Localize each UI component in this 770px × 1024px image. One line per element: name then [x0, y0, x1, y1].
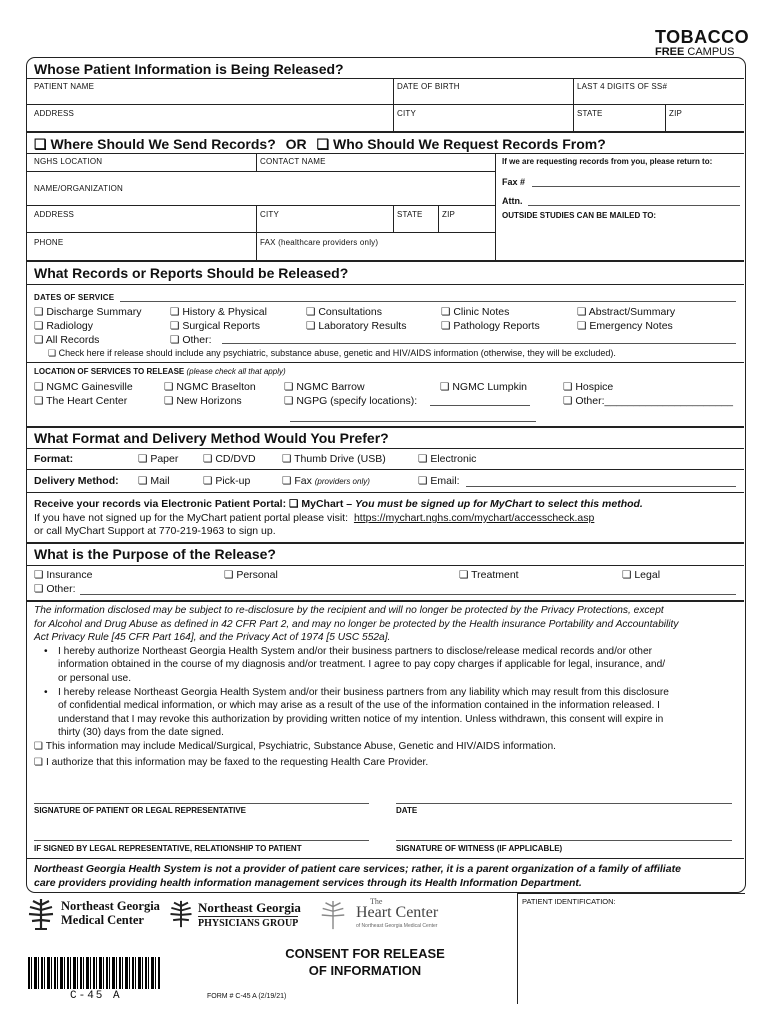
contact-name-label: CONTACT NAME [260, 157, 326, 166]
tree-icon [25, 897, 57, 931]
authorize-line-2: information obtained in the course of my diagnosis and/or treatment. I agree to pay copy charges if applicable for legal, insurance, and/ [58, 659, 666, 671]
heart-center-the: The [370, 897, 383, 906]
purpose-other[interactable]: ❏ Other: [34, 583, 76, 595]
or-text: OR [285, 136, 307, 152]
phone-label: PHONE [34, 238, 64, 247]
location-option-ngmc-barrow[interactable]: ❏ NGMC Barrow [284, 381, 365, 393]
location-option-heart-center[interactable]: ❏ The Heart Center [34, 395, 128, 407]
consent-title-2: OF INFORMATION [308, 963, 422, 978]
format-label: Format: [34, 453, 74, 465]
fax-number-label: Fax # [502, 177, 526, 187]
who-request-option[interactable]: ❏ Who Should We Request Records From? [316, 136, 606, 152]
delivery-mail[interactable]: ❏ Mail [138, 475, 170, 487]
barcode [28, 957, 160, 989]
purpose-section-title: What is the Purpose of the Release? [34, 546, 276, 562]
attn-label: Attn. [502, 196, 523, 206]
tobacco-free-logo [655, 28, 750, 58]
dob-label: DATE OF BIRTH [397, 82, 460, 91]
portal-lead: Receive your records via Electronic Patient Portal: [34, 498, 287, 510]
record-option-abstract-summary[interactable]: ❏ Abstract/Summary [577, 306, 676, 318]
ngmc-name-1: Northeast Georgia [61, 899, 160, 913]
send-state-label: STATE [397, 210, 423, 219]
delivery-email[interactable]: ❏ Email: [418, 475, 460, 487]
format-paper[interactable]: ❏ Paper [138, 453, 179, 465]
witness-label: SIGNATURE OF WITNESS (IF APPLICABLE) [396, 844, 563, 853]
record-option-records-other[interactable]: ❏ Other: [170, 334, 212, 346]
delivery-label: Delivery Method: [34, 475, 119, 487]
patient-id-label: PATIENT IDENTIFICATION: [522, 897, 616, 906]
disclosure-italic-2: for Alcohol and Drug Abuse as defined in 42 CFR Part 2, and may no longer be protected by the Health insurance Portability and Accountability [34, 618, 679, 630]
dates-of-service-label: DATES OF SERVICE [34, 293, 115, 302]
location-label [34, 367, 286, 376]
relationship-label: IF SIGNED BY LEGAL REPRESENTATIVE, RELATIONSHIP TO PATIENT [34, 844, 302, 853]
record-option-history-physical[interactable]: ❏ History & Physical [170, 306, 267, 318]
portal-line-2 [34, 512, 594, 524]
record-option-all-records[interactable]: ❏ All Records [34, 334, 100, 346]
ngpg-name-1: Northeast Georgia [198, 900, 301, 915]
purpose-personal[interactable]: ❏ Personal [224, 569, 278, 581]
bullet-icon: • [44, 645, 48, 657]
authorize-line-3: or personal use. [58, 672, 132, 684]
outside-studies-label: OUTSIDE STUDIES CAN BE MAILED TO: [502, 211, 657, 220]
zip-label: ZIP [669, 109, 683, 118]
sensitive-info-checkbox[interactable]: ❏ Check here if release should include any psychiatric, substance abuse, genetic and HIV/AIDS information (otherwise, they will be excluded). [48, 348, 616, 358]
address-label: ADDRESS [34, 109, 75, 118]
record-option-pathology-reports[interactable]: ❏ Pathology Reports [441, 320, 540, 332]
campus-text: CAMPUS [687, 46, 735, 58]
send-address-label: ADDRESS [34, 210, 75, 219]
authorize-line-1: I hereby authorize Northeast Georgia Health System and/or their business partners to disclose/release medical records and/or other [58, 645, 653, 657]
disclosure-text [34, 604, 740, 769]
location-option-ngmc-braselton[interactable]: ❏ NGMC Braselton [164, 381, 256, 393]
format-cd-dvd[interactable]: ❏ CD/DVD [203, 453, 256, 465]
purpose-insurance[interactable]: ❏ Insurance [34, 569, 93, 581]
send-city-label: CITY [260, 210, 280, 219]
mychart-link[interactable]: https://mychart.nghs.com/mychart/accesscheck.asp [353, 512, 595, 524]
patient-id-box [517, 893, 745, 1004]
delivery-fax-label: ❏ Fax [282, 475, 312, 487]
format-electronic[interactable]: ❏ Electronic [418, 453, 477, 465]
free-text: FREE [655, 46, 685, 58]
fax-label: FAX (healthcare providers only) [260, 238, 379, 247]
heart-center-logo [318, 895, 448, 935]
where-send-option[interactable]: ❏ Where Should We Send Records? [34, 136, 276, 152]
ngmc-logo [25, 897, 160, 933]
footer-note-2: care providers providing health information management services through its Health Information Department. [34, 877, 582, 889]
sensitive-consent-checkbox[interactable]: ❏ This information may include Medical/Surgical, Psychiatric, Substance Abuse, Genetic and HIV/AIDS information. [34, 740, 556, 752]
record-option-clinic-notes[interactable]: ❏ Clinic Notes [441, 306, 510, 318]
ngpg-name-2: PHYSICIANS GROUP [198, 918, 299, 929]
name-org-label: NAME/ORGANIZATION [34, 184, 124, 193]
mychart-note: You must be signed up for MyChart to select this method. [355, 498, 643, 510]
record-option-discharge-summary[interactable]: ❏ Discharge Summary [34, 306, 142, 318]
consent-title [260, 945, 470, 979]
release-line-3: understand that I may revoke this authorization by providing written notice of my intention. Unless withdrawn, this consent will expire in [58, 713, 664, 725]
delivery-fax[interactable] [282, 475, 370, 487]
location-option-ngmc-gainesville[interactable]: ❏ NGMC Gainesville [34, 381, 133, 393]
heart-center-name: Heart Center [356, 904, 439, 921]
purpose-treatment[interactable]: ❏ Treatment [459, 569, 519, 581]
location-title: LOCATION OF SERVICES TO RELEASE [34, 367, 185, 376]
bullet-icon: • [44, 686, 48, 698]
record-option-surgical-reports[interactable]: ❏ Surgical Reports [170, 320, 260, 332]
patient-section-title: Whose Patient Information is Being Released? [34, 61, 344, 77]
record-option-consultations[interactable]: ❏ Consultations [306, 306, 382, 318]
fax-consent-checkbox[interactable]: ❏ I authorize that this information may be faxed to the requesting Health Care Provider. [34, 756, 429, 768]
portal-visit-text: If you have not signed up for the MyChart patient portal please visit: [34, 512, 349, 524]
city-label: CITY [397, 109, 417, 118]
record-option-emergency-notes[interactable]: ❏ Emergency Notes [577, 320, 673, 332]
purpose-legal[interactable]: ❏ Legal [622, 569, 661, 581]
nghs-location-label: NGHS LOCATION [34, 157, 103, 166]
heart-center-sub: of Northeast Georgia Medical Center [356, 923, 438, 929]
location-option-new-horizons[interactable]: ❏ New Horizons [164, 395, 242, 407]
release-line-4: thirty (30) days from the date signed. [58, 727, 224, 739]
disclosure-italic-1: The information disclosed may be subject to re-disclosure by the recipient and will no longer be protected by the Privacy Protections, except [34, 605, 664, 616]
disclosure-italic-3: Act Privacy Rule [45 CFR Part 164], and the Privacy Act of 1974 [5 USC 552a]. [34, 632, 391, 644]
tobacco-text: TOBACCO [655, 27, 750, 47]
date-label: DATE [396, 806, 418, 815]
send-section-title [34, 136, 606, 153]
location-hint: (please check all that apply) [186, 367, 286, 376]
ngmc-name-2: Medical Center [61, 913, 144, 927]
format-thumb-drive[interactable]: ❏ Thumb Drive (USB) [282, 453, 386, 465]
format-section-title: What Format and Delivery Method Would You Prefer? [34, 430, 389, 446]
send-zip-label: ZIP [442, 210, 456, 219]
patient-signature-label: SIGNATURE OF PATIENT OR LEGAL REPRESENTATIVE [34, 806, 247, 815]
ngpg-logo [167, 899, 307, 933]
footer-note [34, 862, 681, 890]
footer-note-1: Northeast Georgia Health System is not a provider of patient care services; rather, it is a parent organization of a family of affiliate [34, 863, 681, 875]
tree-icon [167, 899, 195, 929]
record-option-laboratory-results[interactable]: ❏ Laboratory Results [306, 320, 407, 332]
portal-line-3: or call MyChart Support at 770-219-1963 to sign up. [34, 525, 276, 537]
delivery-pickup[interactable]: ❏ Pick-up [203, 475, 251, 487]
tree-icon [318, 897, 348, 933]
consent-title-1: CONSENT FOR RELEASE [285, 946, 445, 961]
ss-label: LAST 4 DIGITS OF SS# [577, 82, 668, 91]
release-line-2: of confidential medical information, or which may arise as a result of the use of the information contained in the information released. I [58, 700, 660, 712]
portal-line [34, 498, 643, 510]
release-line-1: I hereby release Northeast Georgia Health System and/or their business partners from any liability which may result from this disclosure [58, 686, 669, 698]
patient-name-label: PATIENT NAME [34, 82, 95, 91]
delivery-fax-note: (providers only) [314, 477, 370, 486]
location-option-ngpg[interactable]: ❏ NGPG (specify locations): [284, 395, 418, 407]
location-option-ngmc-lumpkin[interactable]: ❏ NGMC Lumpkin [440, 381, 528, 393]
barcode-text: C-45 A [70, 990, 122, 1002]
state-label: STATE [577, 109, 603, 118]
records-section-title: What Records or Reports Should be Released? [34, 265, 349, 281]
location-option-hospice[interactable]: ❏ Hospice [563, 381, 614, 393]
form-number: FORM # C-45 A (2/19/21) [207, 993, 287, 1000]
return-note: If we are requesting records from you, please return to: [502, 157, 713, 166]
record-option-radiology[interactable]: ❏ Radiology [34, 320, 94, 332]
mychart-option[interactable]: ❏ MyChart – [289, 498, 353, 510]
location-option-location-other[interactable]: ❏ Other:______________________ [563, 395, 733, 407]
